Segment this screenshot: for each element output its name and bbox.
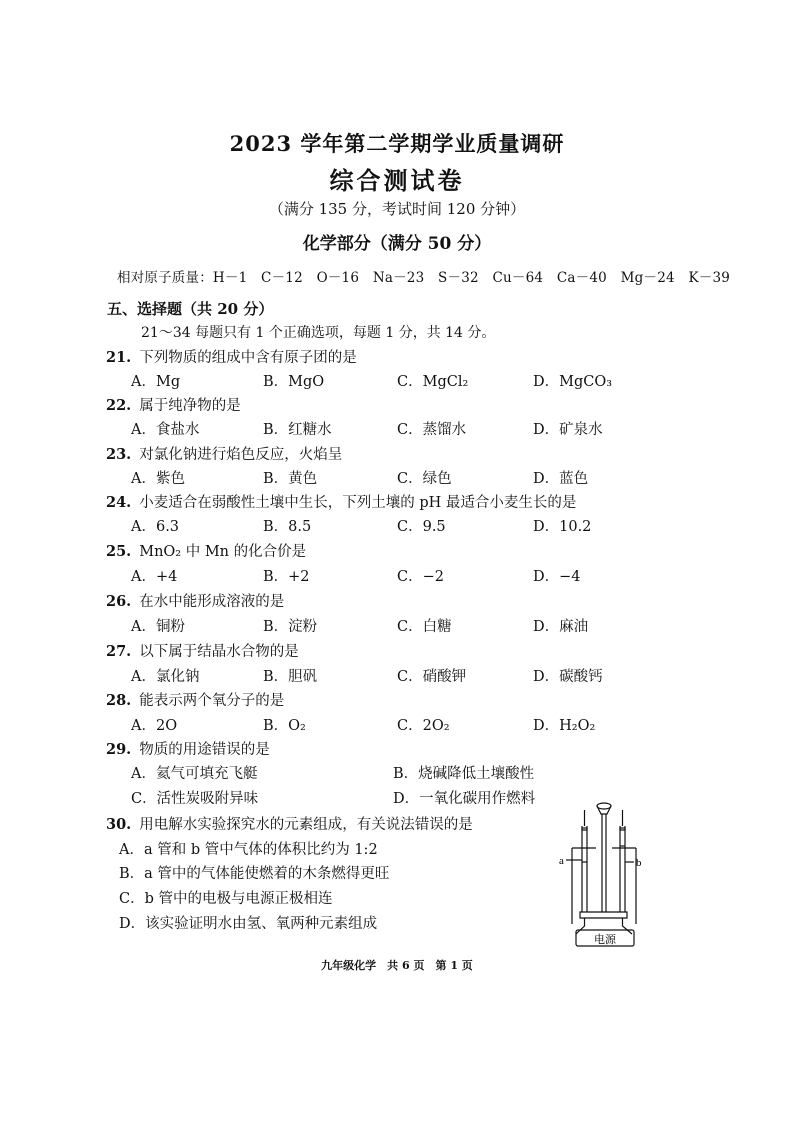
options-21: [131, 370, 651, 390]
option-a: A．Mg: [131, 374, 181, 390]
options-22: [131, 418, 651, 438]
exam-title: 2023 学年第二学期学业质量调研: [229, 131, 565, 156]
power-label: 电源: [594, 933, 616, 946]
option-c: C．蒸馏水: [397, 422, 467, 438]
option-d: D．−4: [533, 569, 581, 585]
question-number: 27.: [106, 643, 132, 660]
question-number: 25.: [106, 543, 132, 560]
option-b: B．红糖水: [263, 422, 332, 438]
option-b: B．淀粉: [263, 619, 318, 635]
question-number: 28.: [106, 692, 132, 709]
option-b: B．黄色: [263, 471, 318, 487]
option-d: D．麻油: [533, 619, 589, 635]
option-c: C．硝酸钾: [397, 669, 467, 685]
options-27: [131, 665, 651, 685]
section-instruction: 21～34 每题只有 1 个正确选项，每题 1 分，共 14 分。: [141, 325, 496, 341]
funnel-body: [597, 806, 611, 814]
wire-b: [623, 918, 633, 934]
option-b: B．a 管中的气体能使燃着的木条燃得更旺: [119, 866, 390, 882]
option-a: A．紫色: [131, 471, 185, 487]
option-c: C．9.5: [397, 519, 446, 535]
question-stem: 属于纯净物的是: [139, 398, 241, 414]
tube-a-stopcock: [582, 828, 587, 830]
option-c: C．MgCl₂: [397, 374, 469, 390]
option-c: C．b 管中的电极与电源正极相连: [119, 891, 333, 907]
funnel-rim: [597, 803, 611, 809]
label-b: b: [636, 857, 642, 869]
question-21: [106, 346, 357, 367]
bottom-connector: [580, 912, 627, 918]
question-number: 22.: [106, 397, 132, 414]
question-stem: MnO₂ 中 Mn 的化合价是: [139, 544, 307, 560]
option-d: D．蓝色: [533, 471, 589, 487]
question-29: [106, 738, 270, 759]
option-c: C．−2: [397, 569, 444, 585]
option-b: B．O₂: [263, 718, 306, 734]
wire-a: [576, 918, 585, 934]
question-25: [106, 540, 306, 561]
option-c: C．白糖: [397, 619, 452, 635]
question-23: [106, 443, 342, 464]
question-number: 21.: [106, 349, 132, 366]
question-stem: 以下属于结晶水合物的是: [139, 644, 299, 660]
option-c: C．绿色: [397, 471, 452, 487]
options-28: [131, 714, 651, 734]
question-stem: 用电解水实验探究水的元素组成，有关说法错误的是: [139, 817, 473, 833]
option-d: D．H₂O₂: [533, 718, 596, 734]
option-b: B．胆矾: [263, 669, 318, 685]
exam-info: （满分 135 分，考试时间 120 分钟）: [268, 200, 526, 218]
option-c: C．活性炭吸附异味: [131, 791, 259, 807]
options-24: [131, 515, 651, 535]
option-a: A．氯化钠: [131, 669, 200, 685]
option-a: A．a 管和 b 管中气体的体积比约为 1:2: [119, 842, 378, 858]
option-d: D．一氧化碳用作燃料: [393, 791, 536, 807]
electrolysis-diagram: [556, 800, 656, 950]
question-27: [106, 640, 299, 661]
option-d: D．矿泉水: [533, 422, 603, 438]
question-number: 23.: [106, 446, 132, 463]
options-23: [131, 467, 651, 487]
page-footer: 九年级化学 共 6 页 第 1 页: [321, 959, 473, 972]
part-title: 化学部分（满分 50 分）: [302, 234, 492, 254]
question-26: [106, 590, 284, 611]
tube-b-stopcock: [620, 828, 625, 830]
question-stem: 对氯化钠进行焰色反应，火焰呈: [139, 447, 343, 463]
option-b: B．8.5: [263, 519, 312, 535]
option-a: A．氦气可填充飞艇: [131, 766, 258, 782]
option-b: B．+2: [263, 569, 310, 585]
option-a: A．铜粉: [131, 619, 185, 635]
atomic-masses: 相对原子质量：H－1 C－12 O－16 Na－23 S－32 Cu－64 Ca－40 Mg－24 K－39: [117, 270, 731, 286]
question-number: 29.: [106, 741, 132, 758]
section-heading: 五、选择题（共 20 分）: [107, 300, 274, 318]
question-stem: 在水中能形成溶液的是: [139, 594, 285, 610]
question-number: 26.: [106, 593, 132, 610]
option-a: A．+4: [131, 569, 178, 585]
option-a: A．食盐水: [131, 422, 200, 438]
options-29-row1: [131, 762, 651, 782]
option-a: A．2O: [131, 718, 178, 734]
question-number: 24.: [106, 494, 132, 511]
question-30: [106, 813, 473, 834]
option-c: C．2O₂: [397, 718, 450, 734]
question-number: 30.: [106, 816, 132, 833]
label-a: a: [559, 855, 564, 867]
option-d: D．该实验证明水由氢、氧两种元素组成: [119, 916, 378, 932]
option-d: D．MgCO₃: [533, 374, 613, 390]
options-26: [131, 615, 651, 635]
options-25: [131, 565, 651, 585]
option-a: A．6.3: [131, 519, 180, 535]
option-b: B．烧碱降低土壤酸性: [393, 766, 535, 782]
question-stem: 小麦适合在弱酸性土壤中生长，下列土壤的 pH 最适合小麦生长的是: [139, 495, 577, 511]
question-28: [106, 689, 284, 710]
exam-subtitle: 综合测试卷: [329, 166, 465, 195]
question-stem: 下列物质的组成中含有原子团的是: [139, 350, 357, 366]
option-b: B．MgO: [263, 374, 325, 390]
question-22: [106, 394, 241, 415]
question-stem: 能表示两个氧分子的是: [139, 693, 285, 709]
question-24: [106, 491, 576, 512]
question-stem: 物质的用途错误的是: [139, 742, 270, 758]
option-d: D．碳酸钙: [533, 669, 603, 685]
option-d: D．10.2: [533, 519, 592, 535]
